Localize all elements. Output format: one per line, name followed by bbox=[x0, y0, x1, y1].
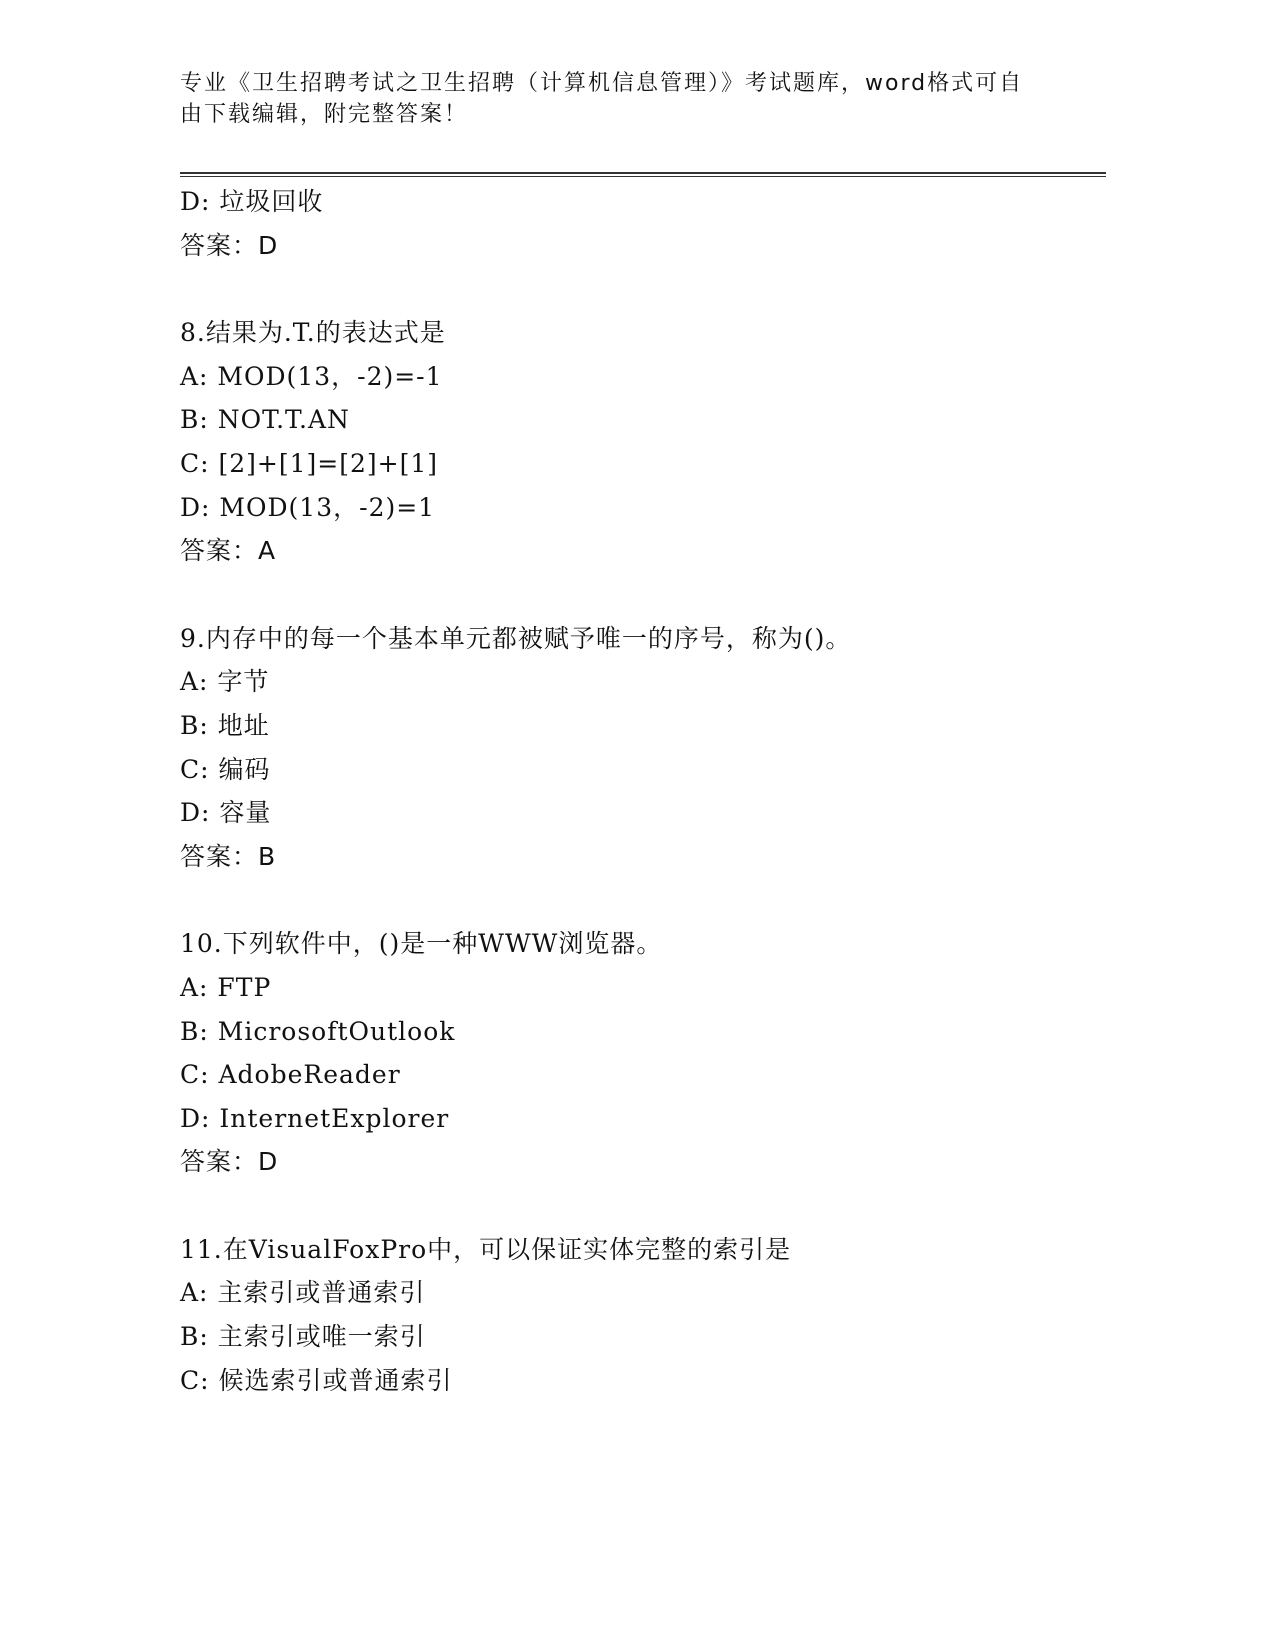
option-c: C: 候选索引或普通索引 bbox=[180, 1365, 453, 1395]
option-d: D: InternetExplorer bbox=[180, 1103, 450, 1133]
question-stem: 8.结果为.T.的表达式是 bbox=[180, 318, 446, 348]
question-list bbox=[180, 180, 1110, 1402]
header-divider bbox=[180, 172, 1106, 174]
option-d: D: 垃圾回收 bbox=[180, 187, 324, 216]
answer-line: 答案：D bbox=[180, 230, 279, 260]
page-header: 专业《卫生招聘考试之卫生招聘（计算机信息管理）》考试题库，word格式可自由下载编辑，附完整答案！ bbox=[180, 71, 1024, 127]
header-divider-thin bbox=[180, 176, 1106, 177]
option-d: D: MOD(13，-2)=1 bbox=[180, 492, 436, 522]
option-a: A: FTP bbox=[180, 972, 272, 1002]
option-b: B: NOT.T.AN bbox=[180, 405, 350, 435]
option-d: D: 容量 bbox=[180, 798, 272, 828]
answer-line: 答案：B bbox=[180, 841, 277, 871]
answer-line: 答案：A bbox=[180, 536, 277, 566]
option-c: C: [2]+[1]=[2]+[1] bbox=[180, 448, 438, 478]
option-a: A: 主索引或普通索引 bbox=[180, 1278, 426, 1308]
option-c: C: AdobeReader bbox=[180, 1060, 401, 1090]
option-c: C: 编码 bbox=[180, 754, 271, 784]
answer-line: 答案：D bbox=[180, 1147, 279, 1177]
option-b: B: 主索引或唯一索引 bbox=[180, 1322, 426, 1352]
question-stem: 11.在VisualFoxPro中，可以保证实体完整的索引是 bbox=[180, 1234, 792, 1264]
option-b: B: 地址 bbox=[180, 710, 270, 740]
option-a: A: MOD(13，-2)=-1 bbox=[180, 361, 443, 391]
question-stem: 10.下列软件中，()是一种WWW浏览器。 bbox=[180, 929, 663, 959]
option-b: B: MicrosoftOutlook bbox=[180, 1016, 456, 1046]
option-a: A: 字节 bbox=[180, 667, 270, 697]
question-stem: 9.内存中的每一个基本单元都被赋予唯一的序号，称为()。 bbox=[180, 623, 852, 653]
